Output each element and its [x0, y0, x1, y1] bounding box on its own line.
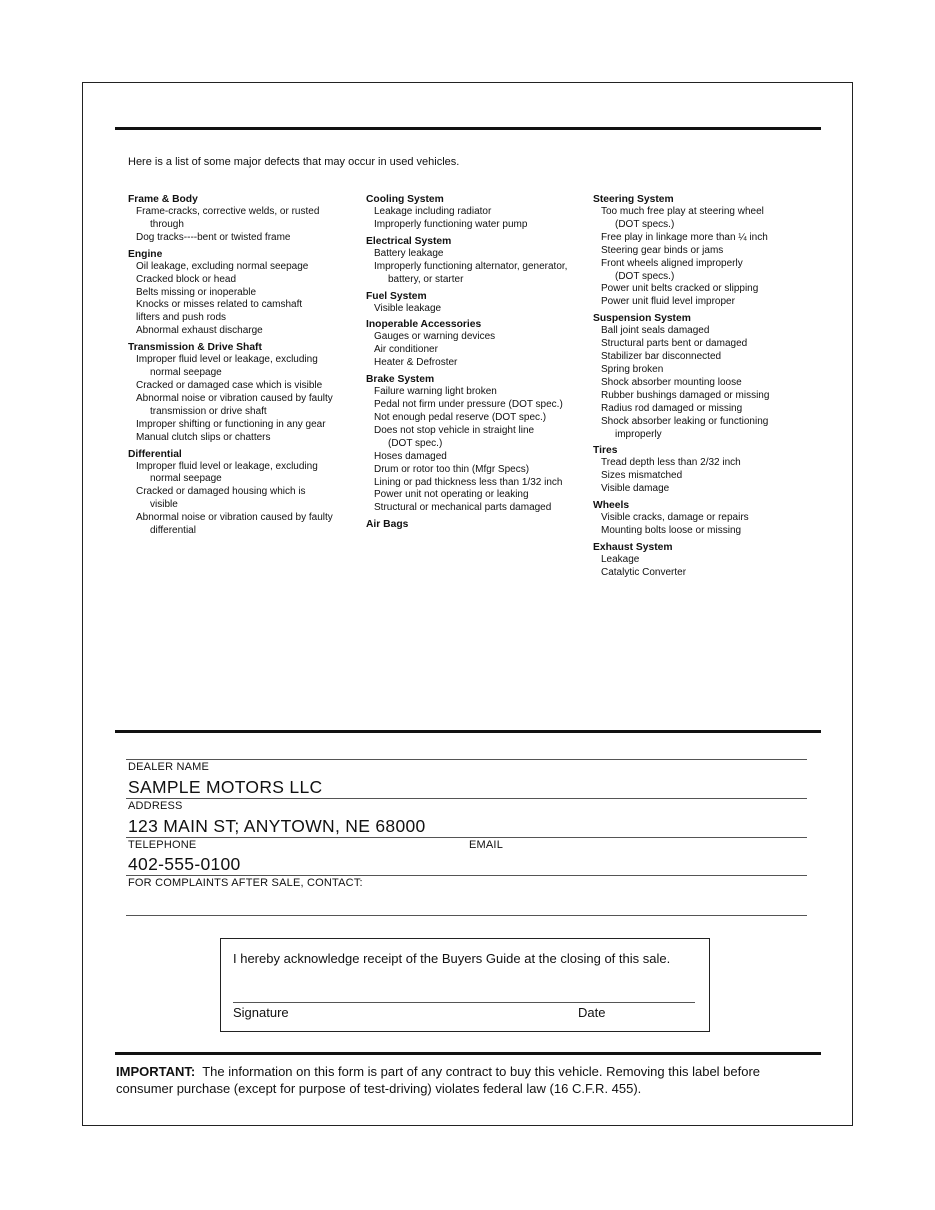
defect-item-text: Improperly functioning water pump — [374, 218, 528, 230]
defect-item-text: Improperly functioning alternator, generator, — [374, 260, 568, 272]
defect-item-text: Radius rod damaged or missing — [601, 402, 743, 414]
defect-item-text: Stabilizer bar disconnected — [601, 351, 722, 363]
defect-item — [128, 274, 358, 287]
defect-item — [593, 364, 823, 377]
top-divider — [115, 127, 821, 130]
defect-item-text: Drum or rotor too thin (Mfgr Specs) — [374, 463, 530, 475]
dealer-name-line — [126, 759, 807, 760]
defect-item-text: Ball joint seals damaged — [601, 325, 710, 337]
defects-column-2 — [366, 193, 591, 534]
defect-item — [366, 386, 591, 399]
defect-item-text: Abnormal noise or vibration caused by faulty — [136, 392, 333, 404]
defects-intro: Here is a list of some major defects that may occur in used vehicles. — [128, 156, 460, 168]
defect-item-continuation: differential — [150, 525, 196, 537]
defect-item — [593, 296, 823, 309]
defect-item-text: Visible leakage — [374, 302, 442, 314]
defect-item-text: Structural or mechanical parts damaged — [374, 502, 552, 514]
defect-item — [366, 399, 591, 412]
dealer-divider — [115, 730, 821, 733]
defect-item — [593, 245, 823, 258]
defect-item — [593, 232, 823, 245]
defect-item-continuation: normal seepage — [150, 473, 222, 485]
defect-item-text: Catalytic Converter — [601, 566, 687, 578]
defect-item-text: Cracked or damaged housing which is — [136, 486, 306, 498]
defect-item — [593, 470, 823, 483]
defect-item-text: Structural parts bent or damaged — [601, 338, 748, 350]
defect-item — [593, 567, 823, 580]
complaints-label: FOR COMPLAINTS AFTER SALE, CONTACT: — [128, 877, 363, 889]
defect-item — [128, 354, 358, 380]
defect-item — [128, 206, 358, 232]
defect-section — [128, 193, 358, 245]
defects-column-1 — [128, 193, 358, 541]
defect-section — [366, 518, 591, 531]
defect-item-text: Battery leakage — [374, 247, 444, 259]
defect-item-text: Power unit not operating or leaking — [374, 489, 529, 501]
defect-item — [593, 258, 823, 284]
defect-item — [366, 248, 591, 261]
defect-item-text: Does not stop vehicle in straight line — [374, 424, 535, 436]
defect-section-title: Transmission & Drive Shaft — [128, 342, 262, 354]
defect-item — [593, 206, 823, 232]
defect-item — [128, 380, 358, 393]
defect-item-text: Power unit belts cracked or slipping — [601, 283, 759, 295]
defect-item-continuation: battery, or starter — [388, 273, 464, 285]
defect-item-text: Heater & Defroster — [374, 357, 458, 369]
email-label: EMAIL — [469, 839, 504, 851]
defect-item-continuation: transmission or drive shaft — [150, 405, 267, 417]
defect-item — [593, 554, 823, 567]
defect-item-text: Dog tracks----bent or twisted frame — [136, 231, 291, 243]
defect-item — [366, 425, 591, 451]
defect-section-title: Cooling System — [366, 194, 444, 205]
important-notice — [116, 1064, 816, 1097]
defect-item — [366, 451, 591, 464]
defect-item-continuation: normal seepage — [150, 367, 222, 379]
defect-item-text: Shock absorber leaking or functioning — [601, 415, 769, 427]
defect-item — [128, 432, 358, 445]
important-lead: IMPORTANT: — [116, 1064, 196, 1079]
defect-item — [128, 512, 358, 538]
defect-item — [593, 483, 823, 496]
defect-item-continuation: visible — [150, 499, 178, 511]
defect-item-text: Shock absorber mounting loose — [601, 376, 742, 388]
defect-item — [366, 344, 591, 357]
defect-item-text: Failure warning light broken — [374, 386, 497, 398]
defect-section — [366, 318, 591, 370]
defect-section-title: Inoperable Accessories — [366, 319, 482, 331]
defect-section — [366, 193, 591, 232]
defect-item-text: Improper shifting or functioning in any gear — [136, 418, 326, 430]
defect-item-text: Mounting bolts loose or missing — [601, 525, 742, 537]
defect-item — [593, 283, 823, 296]
defect-item-text: Knocks or misses related to camshaft — [136, 299, 303, 311]
defect-item-text: Cracked block or head — [136, 273, 237, 285]
defect-section-title: Electrical System — [366, 235, 452, 247]
defect-item — [593, 351, 823, 364]
important-text: The information on this form is part of any contract to buy this vehicle. Removing this label before consumer purchase (except for purpose of test-driving) violates federal law (16 C.F.R. 455). — [116, 1064, 761, 1096]
defect-item — [128, 299, 358, 312]
dealer-name-label: DEALER NAME — [128, 761, 210, 773]
defect-item — [366, 477, 591, 490]
defect-item — [366, 206, 591, 219]
defect-item — [593, 512, 823, 525]
defect-section-title: Frame & Body — [128, 194, 198, 205]
defect-item — [593, 377, 823, 390]
acknowledgment-text: I hereby acknowledge receipt of the Buyers Guide at the closing of this sale. — [233, 951, 671, 966]
defect-item — [593, 390, 823, 403]
defect-section — [593, 499, 823, 538]
defect-item-continuation: (DOT specs.) — [615, 270, 675, 282]
defect-section — [128, 448, 358, 538]
address-line — [126, 798, 807, 799]
telephone-value[interactable]: 402-555-0100 — [128, 854, 241, 874]
defect-item — [593, 325, 823, 338]
defect-item — [366, 261, 591, 287]
defect-section-title: Wheels — [593, 500, 630, 512]
defect-item-text: Oil leakage, excluding normal seepage — [136, 260, 309, 272]
defect-item — [128, 486, 358, 512]
defect-item-continuation: (DOT spec.) — [388, 437, 443, 449]
defect-item — [366, 464, 591, 477]
defect-item-text: Belts missing or inoperable — [136, 286, 257, 298]
defect-item-text: Power unit fluid level improper — [601, 296, 735, 308]
telephone-line — [126, 837, 807, 838]
telephone-label: TELEPHONE — [128, 839, 197, 851]
defect-section-title: Steering System — [593, 194, 674, 205]
defect-item-text: Hoses damaged — [374, 450, 447, 462]
defect-section — [366, 290, 591, 316]
defect-item-text: Improper fluid level or leakage, excluding — [136, 460, 318, 472]
defect-item — [593, 525, 823, 538]
defect-item — [128, 312, 358, 325]
defects-column-3 — [593, 193, 823, 583]
defect-item-text: Rubber bushings damaged or missing — [601, 389, 770, 401]
defect-section — [366, 373, 591, 515]
defect-item — [366, 219, 591, 232]
defect-item — [128, 325, 358, 338]
defect-section-title: Tires — [593, 445, 618, 457]
defect-section — [593, 541, 823, 580]
defect-item — [366, 303, 591, 316]
complaints-line — [126, 875, 807, 876]
defect-section-title: Fuel System — [366, 290, 427, 302]
defect-item-text: Free play in linkage more than ¼ inch — [601, 231, 768, 243]
defect-section — [593, 312, 823, 441]
defect-item-text: Not enough pedal reserve (DOT spec.) — [374, 411, 547, 423]
defect-item-continuation: (DOT specs.) — [615, 218, 675, 230]
defect-item-text: Frame-cracks, corrective welds, or rusted — [136, 206, 320, 217]
address-label: ADDRESS — [128, 800, 183, 812]
defect-item-text: Leakage — [601, 553, 640, 565]
defect-item-continuation: improperly — [615, 428, 662, 440]
defect-item-text: Gauges or warning devices — [374, 331, 496, 343]
defect-item-text: Improper fluid level or leakage, excluding — [136, 354, 318, 366]
defect-item — [366, 357, 591, 370]
defect-section — [593, 444, 823, 496]
defect-item-text: Front wheels aligned improperly — [601, 257, 743, 269]
defect-section-title: Air Bags — [366, 519, 409, 531]
defect-item — [128, 393, 358, 419]
signature-label: Signature — [233, 1005, 289, 1020]
defect-item-text: Spring broken — [601, 363, 664, 375]
defect-item-text: Cracked or damaged case which is visible — [136, 379, 323, 391]
defect-item-text: lifters and push rods — [136, 312, 227, 324]
address-value[interactable]: 123 MAIN ST; ANYTOWN, NE 68000 — [128, 816, 426, 836]
defect-item-text: Leakage including radiator — [374, 206, 492, 217]
defect-item-text: Too much free play at steering wheel — [601, 206, 764, 217]
signature-line[interactable] — [233, 1002, 695, 1003]
defect-item — [593, 338, 823, 351]
defect-item-text: Visible cracks, damage or repairs — [601, 512, 749, 524]
defect-section — [128, 248, 358, 338]
defect-item — [366, 331, 591, 344]
defect-item-text: Steering gear binds or jams — [601, 244, 724, 256]
defect-item-text: Abnormal noise or vibration caused by faulty — [136, 512, 333, 524]
defect-item-text: Abnormal exhaust discharge — [136, 325, 263, 337]
defect-item — [593, 457, 823, 470]
defect-item — [128, 287, 358, 300]
defect-item — [593, 416, 823, 442]
date-label: Date — [578, 1005, 606, 1020]
defect-item — [593, 403, 823, 416]
defect-section — [593, 193, 823, 309]
defect-item-text: Tread depth less than 2/32 inch — [601, 457, 741, 469]
defect-section-title: Exhaust System — [593, 541, 673, 553]
defect-item-text: Visible damage — [601, 483, 670, 495]
defect-item-text: Air conditioner — [374, 344, 438, 356]
defect-section — [128, 341, 358, 444]
complaints-value-line — [126, 915, 807, 916]
defect-section-title: Brake System — [366, 374, 435, 386]
defect-item — [128, 261, 358, 274]
defect-item — [128, 419, 358, 432]
defect-item — [366, 489, 591, 502]
defect-section-title: Engine — [128, 248, 163, 260]
acknowledgment-box — [220, 938, 710, 1032]
defect-item — [366, 412, 591, 425]
defect-item-text: Sizes mismatched — [601, 470, 683, 482]
defect-item — [366, 502, 591, 515]
defect-section-title: Suspension System — [593, 313, 691, 325]
defect-item-text: Lining or pad thickness less than 1/32 inch — [374, 476, 563, 488]
important-divider — [115, 1052, 821, 1055]
defect-item-continuation: through — [150, 218, 184, 230]
defect-section-title: Differential — [128, 448, 182, 460]
defect-item — [128, 461, 358, 487]
defect-item — [128, 232, 358, 245]
defect-section — [366, 235, 591, 287]
defect-item-text: Pedal not firm under pressure (DOT spec.) — [374, 399, 563, 411]
defect-item-text: Manual clutch slips or chatters — [136, 431, 271, 443]
dealer-name-value[interactable]: SAMPLE MOTORS LLC — [128, 777, 323, 797]
